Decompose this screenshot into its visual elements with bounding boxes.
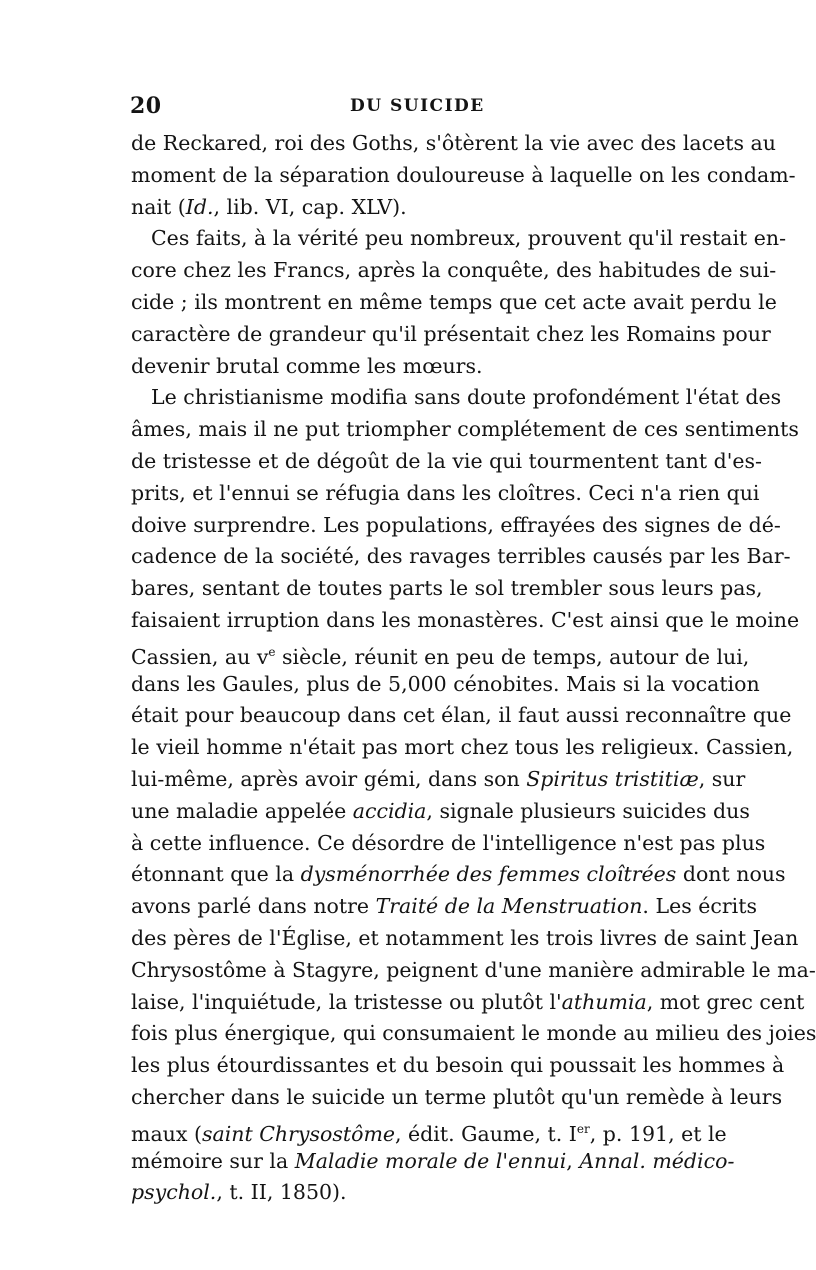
- text-line: le vieil homme n'était pas mort chez tous les religieux. Cassien,: [131, 735, 794, 760]
- text-line: caractère de grandeur qu'il présentait chez les Romains pour: [131, 321, 771, 346]
- text-line: prits, et l'ennui se réfugia dans les cloîtres. Ceci n'a rien qui: [131, 480, 760, 505]
- text-line: chercher dans le suicide un terme plutôt qu'un remède à leurs: [131, 1084, 783, 1109]
- text-line: étonnant que la dysménorrhée des femmes cloîtrées dont nous: [131, 862, 786, 887]
- text-line: fois plus énergique, qui consumaient le monde au milieu des joies: [131, 1021, 816, 1046]
- text-line: lui-même, après avoir gémi, dans son Spiritus tristitiæ, sur: [131, 766, 746, 791]
- text-line: Chrysostôme à Stagyre, peignent d'une manière admirable le ma-: [131, 957, 816, 982]
- text-line: laise, l'inquiétude, la tristesse ou plutôt l'athumia, mot grec cent: [131, 989, 805, 1014]
- text-line: psychol., t. II, 1850).: [131, 1180, 347, 1205]
- text-line: moment de la séparation douloureuse à laquelle on les condam-: [131, 162, 796, 187]
- text-line: mémoire sur la Maladie morale de l'ennui, Annal. médico-: [131, 1148, 735, 1173]
- text-line: âmes, mais il ne put triompher complétement de ces sentiments: [131, 417, 799, 442]
- text-line: core chez les Francs, après la conquête, des habitudes de sui-: [131, 258, 777, 283]
- text-line: bares, sentant de toutes parts le sol trembler sous leurs pas,: [131, 576, 763, 601]
- text-line: les plus étourdissantes et du besoin qui poussait les hommes à: [131, 1053, 785, 1078]
- text-line: à cette influence. Ce désordre de l'intelligence n'est pas plus: [131, 830, 766, 855]
- text-line: était pour beaucoup dans cet élan, il faut aussi reconnaître que: [131, 703, 792, 728]
- text-line: maux (saint Chrysostôme, édit. Gaume, t. Ier, p. 191, et le: [131, 1121, 727, 1146]
- running-title: DU SUICIDE: [350, 96, 485, 116]
- text-line: avons parlé dans notre Traité de la Menstruation. Les écrits: [131, 894, 757, 919]
- text-line: devenir brutal comme les mœurs.: [131, 353, 483, 378]
- text-line: de tristesse et de dégoût de la vie qui tourmentent tant d'es-: [131, 448, 762, 473]
- text-line: Ces faits, à la vérité peu nombreux, prouvent qu'il restait en-: [151, 226, 787, 251]
- text-line: de Reckared, roi des Goths, s'ôtèrent la vie avec des lacets au: [131, 131, 776, 155]
- text-line: faisaient irruption dans les monastères. C'est ainsi que le moine: [131, 607, 800, 632]
- text-line: des pères de l'Église, et notamment les trois livres de saint Jean: [131, 925, 799, 950]
- text-line: doive surprendre. Les populations, effrayées des signes de dé-: [131, 512, 781, 537]
- text-line: nait (Id., lib. VI, cap. XLV).: [131, 194, 407, 219]
- page-number: 20: [130, 93, 162, 119]
- text-line: une maladie appelée accidia, signale plusieurs suicides dus: [131, 798, 750, 823]
- text-line: cadence de la société, des ravages terribles causés par les Bar-: [131, 544, 791, 569]
- text-line: Cassien, au $v^e$ siècle, réunit en peu de temps, autour de lui,: [131, 644, 750, 669]
- body-text: [131, 128, 816, 1209]
- text-line: Le christianisme modifia sans doute profondément l'état des: [151, 385, 782, 410]
- text-line: dans les Gaules, plus de 5,000 cénobites. Mais si la vocation: [131, 671, 760, 696]
- text-line: cide ; ils montrent en même temps que cet acte avait perdu le: [131, 289, 777, 314]
